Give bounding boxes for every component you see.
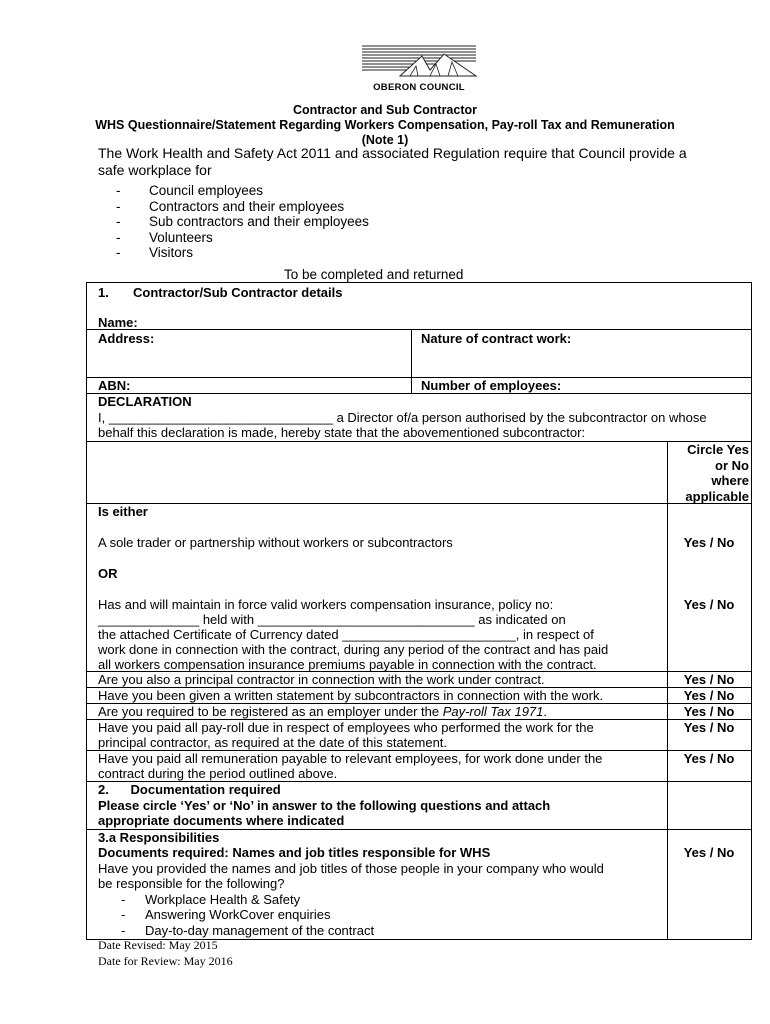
section-1-title: Contractor/Sub Contractor details <box>133 285 343 300</box>
section-1-number: 1. <box>98 285 109 300</box>
or-label: OR <box>98 566 118 581</box>
questionnaire-form <box>86 282 752 940</box>
nature-of-work-label: Nature of contract work: <box>421 331 572 346</box>
intro-line: safe workplace for <box>98 162 212 178</box>
list-item: - Sub contractors and their employees <box>116 214 369 230</box>
section-2-instruction: Please circle ‘Yes’ or ‘No’ in answer to the following questions and attach <box>98 798 551 813</box>
insurance-text: all workers compensation insurance premiums payable in connection with the contract. <box>98 657 597 672</box>
name-label: Name: <box>98 315 138 330</box>
address-label: Address: <box>98 331 155 346</box>
insurance-text: ______________ held with ______________________________ as indicated on <box>98 612 566 627</box>
payroll-register-question: Are you required to be registered as an employer under the Pay-roll Tax 1971. <box>98 704 548 719</box>
sole-trader-option: A sole trader or partnership without workers or subcontractors <box>98 535 453 550</box>
list-item: - Answering WorkCover enquiries <box>121 907 331 922</box>
sole-trader-yes-no[interactable]: Yes / No <box>683 535 735 550</box>
list-item: - Workplace Health & Safety <box>121 892 301 907</box>
abn-label: ABN: <box>98 378 131 393</box>
remuneration-question: contract during the period outlined above. <box>98 766 338 781</box>
remuneration-yes-no[interactable]: Yes / No <box>683 751 735 766</box>
principal-contractor-question: Are you also a principal contractor in connection with the work under contract. <box>98 672 545 687</box>
section-3a-title: 3.a Responsibilities <box>98 830 220 845</box>
declaration-line: behalf this declaration is made, hereby state that the abovementioned subcontractor: <box>98 425 586 440</box>
payroll-paid-yes-no[interactable]: Yes / No <box>683 720 735 735</box>
workplace-list <box>116 183 369 261</box>
responsibilities-question: Have you provided the names and job titles of those people in your company who would <box>98 861 604 876</box>
section-2-instruction: appropriate documents where indicated <box>98 813 345 828</box>
principal-contractor-yes-no[interactable]: Yes / No <box>683 672 735 687</box>
logo-text: OBERON COUNCIL <box>373 82 465 93</box>
date-for-review: Date for Review: May 2016 <box>98 954 233 968</box>
list-item: - Volunteers <box>116 229 213 245</box>
is-either-label: Is either <box>98 504 148 519</box>
list-item: - Visitors <box>116 245 194 261</box>
declaration-title: DECLARATION <box>98 394 192 409</box>
responsibilities-yes-no[interactable]: Yes / No <box>683 845 735 860</box>
written-statement-yes-no[interactable]: Yes / No <box>683 688 735 703</box>
insurance-text: Has and will maintain in force valid workers compensation insurance, policy no: <box>98 597 554 612</box>
list-item: - Contractors and their employees <box>116 198 345 214</box>
date-revised: Date Revised: May 2015 <box>98 938 218 952</box>
documents-required: Documents required: Names and job titles responsible for WHS <box>98 845 491 860</box>
intro-paragraph <box>98 145 728 179</box>
document-note: (Note 1) <box>361 133 409 147</box>
section-2-title: 2. Documentation required <box>98 782 281 797</box>
insurance-text: work done in connection with the contract, during any period of the contract and has paid <box>98 642 609 657</box>
circle-yes-no-header: Circle Yes or No where applicable <box>685 442 749 504</box>
written-statement-question: Have you been given a written statement by subcontractors in connection with the work. <box>98 688 604 703</box>
employees-label: Number of employees: <box>421 378 562 393</box>
list-item: - Council employees <box>116 183 264 198</box>
insurance-text: the attached Certificate of Currency dated ________________________, in respect of <box>98 627 594 642</box>
document-subtitle: WHS Questionnaire/Statement Regarding Workers Compensation, Pay-roll Tax and Remuneration <box>95 118 675 132</box>
payroll-paid-question: principal contractor, as required at the date of this statement. <box>98 735 448 750</box>
remuneration-question: Have you paid all remuneration payable to relevant employees, for work done under the <box>98 751 603 766</box>
insurance-yes-no[interactable]: Yes / No <box>683 597 735 612</box>
payroll-register-yes-no[interactable]: Yes / No <box>683 704 735 719</box>
completion-note: To be completed and returned <box>284 267 464 282</box>
intro-line: The Work Health and Safety Act 2011 and associated Regulation require that Council provide a <box>98 145 687 161</box>
document-title: Contractor and Sub Contractor <box>292 103 478 117</box>
payroll-paid-question: Have you paid all pay-roll due in respect of employees who performed the work for the <box>98 720 594 735</box>
list-item: - Day-to-day management of the contract <box>121 923 375 938</box>
responsibilities-question: be responsible for the following? <box>98 876 285 891</box>
declaration-line: I, _______________________________ a Director of/a person authorised by the subcontractor on whose <box>98 410 707 425</box>
